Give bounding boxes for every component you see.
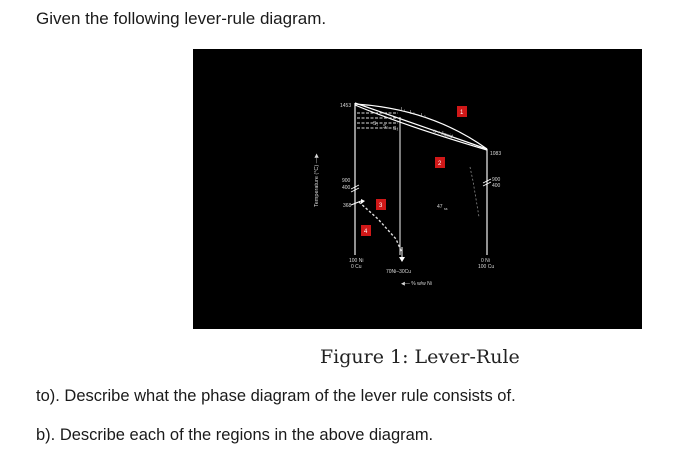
question-a: to). Describe what the phase diagram of the lever rule consists of. xyxy=(36,387,516,405)
label-100ni: 100 Ni xyxy=(349,258,364,264)
label-100cu: 100 Cu xyxy=(478,264,495,270)
label-alpha-liquid: α + liquid xyxy=(432,128,454,141)
region-1-label: 1 xyxy=(460,110,464,116)
phase-diagram-figure xyxy=(193,49,642,329)
temp-1083: 1083 xyxy=(490,151,502,157)
region-3-label: 3 xyxy=(379,203,383,209)
x-axis-label: ◀— % w/w Ni xyxy=(401,281,432,287)
temp-900-right: 900 xyxy=(492,177,501,183)
label-70ni-30cu: 70Ni–30Cu xyxy=(386,269,412,275)
phase-s2: S₂ xyxy=(383,124,389,130)
question-b: b). Describe each of the regions in the above diagram. xyxy=(36,426,434,444)
figure-caption: Figure 1: Lever-Rule xyxy=(320,346,520,368)
label-47: 47 xyxy=(437,204,443,210)
region-4-label: 4 xyxy=(364,229,368,235)
label-47-sub: ss xyxy=(444,207,448,211)
phase-l3: L₃ xyxy=(421,113,426,119)
dashed-boundary-right xyxy=(470,167,479,217)
phase-l1: L₁ xyxy=(401,107,406,113)
y-axis-label: Temperature (°C) —▶ xyxy=(314,153,320,207)
phase-diagram-svg xyxy=(193,49,642,329)
phase-s3: S₃ xyxy=(393,126,399,132)
intro-text: Given the following lever-rule diagram. xyxy=(36,9,327,28)
label-0ni: 0 Ni xyxy=(481,258,490,264)
phase-s1: S₁ xyxy=(373,121,379,127)
temp-900-left: 900 xyxy=(342,178,351,184)
label-0cu: 0 Cu xyxy=(351,264,362,270)
temp-400-left: 400 xyxy=(342,185,351,191)
phase-l2: L₂ xyxy=(410,110,415,116)
arrow-bottom-head xyxy=(399,257,405,262)
temp-368: 368 xyxy=(343,203,352,209)
temp-1453: 1453 xyxy=(340,103,352,109)
region-2-label: 2 xyxy=(438,161,442,167)
arrow-368-head xyxy=(361,199,365,204)
temp-400-right: 400 xyxy=(492,183,501,189)
solidus-curve xyxy=(355,105,487,150)
